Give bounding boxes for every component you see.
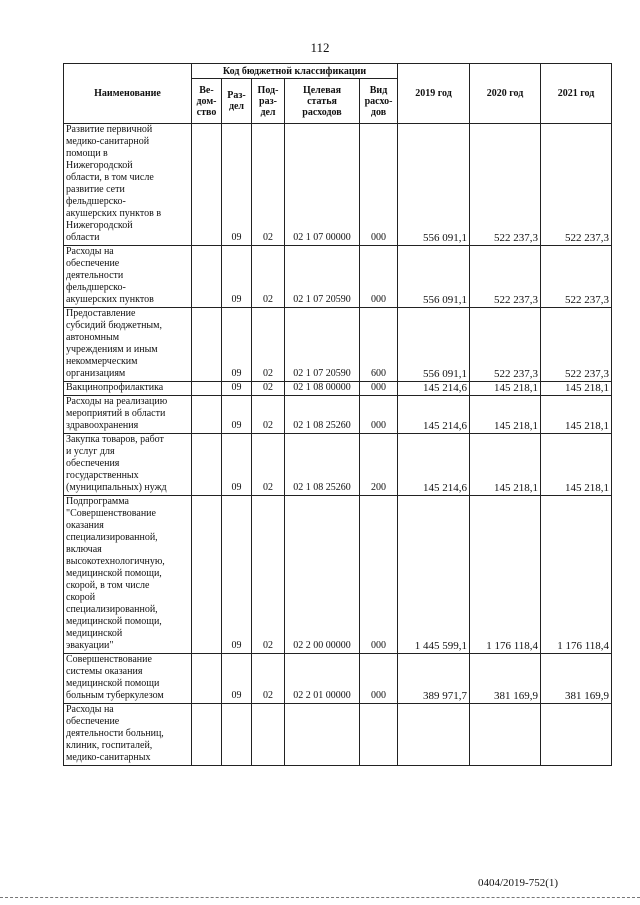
header-2019: 2019 год	[398, 64, 470, 124]
cell-podrazdel: 02	[252, 396, 285, 434]
cell-2019	[398, 704, 470, 766]
cell-razdel: 09	[222, 382, 252, 396]
header-2021: 2021 год	[541, 64, 612, 124]
cell-2019: 145 214,6	[398, 382, 470, 396]
cell-2021: 381 169,9	[541, 654, 612, 704]
cell-vedomstvo	[192, 124, 222, 246]
cell-target: 02 1 08 25260	[285, 396, 360, 434]
cell-vid: 600	[360, 308, 398, 382]
table-row	[64, 382, 612, 396]
cell-2020: 145 218,1	[470, 434, 541, 496]
cell-target: 02 1 08 25260	[285, 434, 360, 496]
cell-podrazdel	[252, 704, 285, 766]
page-number: 112	[310, 40, 330, 55]
cell-2020: 145 218,1	[470, 396, 541, 434]
cell-2021: 145 218,1	[541, 382, 612, 396]
cell-2021: 522 237,3	[541, 308, 612, 382]
cell-name: Предоставление субсидий бюджетным, автономным учреждениям и иным некоммерческим организациям	[64, 308, 192, 382]
cell-2021: 522 237,3	[541, 246, 612, 308]
cell-razdel: 09	[222, 308, 252, 382]
table-row	[64, 434, 612, 496]
cell-target: 02 2 00 00000	[285, 496, 360, 654]
cell-razdel: 09	[222, 654, 252, 704]
cell-podrazdel: 02	[252, 654, 285, 704]
cell-2019: 556 091,1	[398, 308, 470, 382]
cell-2020: 522 237,3	[470, 246, 541, 308]
header-podrazdel: Под- раз- дел	[252, 79, 285, 124]
table-row	[64, 308, 612, 382]
table-row	[64, 246, 612, 308]
table-body	[64, 124, 612, 766]
cell-2020: 381 169,9	[470, 654, 541, 704]
cell-2020: 522 237,3	[470, 308, 541, 382]
table-row	[64, 496, 612, 654]
cell-target: 02 1 07 20590	[285, 246, 360, 308]
cell-vedomstvo	[192, 308, 222, 382]
cell-razdel: 09	[222, 246, 252, 308]
budget-table	[63, 63, 612, 766]
cell-vid	[360, 704, 398, 766]
cell-razdel: 09	[222, 396, 252, 434]
cell-podrazdel: 02	[252, 308, 285, 382]
cell-podrazdel: 02	[252, 246, 285, 308]
cell-name: Расходы на обеспечение деятельности больниц, клиник, госпиталей, медико-санитарных	[64, 704, 192, 766]
cell-vid: 000	[360, 396, 398, 434]
cell-name: Расходы на реализацию мероприятий в области здравоохранения	[64, 396, 192, 434]
table-row	[64, 704, 612, 766]
cell-target	[285, 704, 360, 766]
table-row	[64, 396, 612, 434]
cell-razdel: 09	[222, 124, 252, 246]
cell-2020: 1 176 118,4	[470, 496, 541, 654]
header-vedomstvo: Ве- дом- ство	[192, 79, 222, 124]
document-code: 0404/2019-752(1)	[478, 877, 559, 889]
cell-vid: 000	[360, 124, 398, 246]
cell-vid: 200	[360, 434, 398, 496]
cell-vid: 000	[360, 654, 398, 704]
header-2020: 2020 год	[470, 64, 541, 124]
cell-podrazdel: 02	[252, 434, 285, 496]
cell-2021	[541, 704, 612, 766]
cell-name: Вакцинопрофилактика	[64, 382, 192, 396]
cell-vedomstvo	[192, 654, 222, 704]
header-target: Целевая статья расходов	[285, 79, 360, 124]
header-razdel: Раз- дел	[222, 79, 252, 124]
cell-vedomstvo	[192, 382, 222, 396]
cell-2019: 145 214,6	[398, 434, 470, 496]
bottom-divider	[0, 897, 640, 898]
cell-podrazdel: 02	[252, 496, 285, 654]
cell-name: Совершенствование системы оказания медицинской помощи больным туберкулезом	[64, 654, 192, 704]
cell-2019: 145 214,6	[398, 396, 470, 434]
header-vid: Вид расхо- дов	[360, 79, 398, 124]
header-name: Наименование	[64, 64, 192, 124]
cell-2021: 145 218,1	[541, 434, 612, 496]
cell-name: Развитие первичной медико-санитарной помощи в Нижегородской области, в том числе развитие сети фельдшерско- акушерских пунктов в Нижегородской области	[64, 124, 192, 246]
cell-name: Закупка товаров, работ и услуг для обеспечения государственных (муниципальных) нужд	[64, 434, 192, 496]
table-row	[64, 654, 612, 704]
cell-2021: 522 237,3	[541, 124, 612, 246]
cell-2020	[470, 704, 541, 766]
cell-podrazdel: 02	[252, 124, 285, 246]
cell-vedomstvo	[192, 704, 222, 766]
cell-podrazdel: 02	[252, 382, 285, 396]
cell-2019: 389 971,7	[398, 654, 470, 704]
cell-vedomstvo	[192, 396, 222, 434]
cell-vid: 000	[360, 382, 398, 396]
cell-2021: 1 176 118,4	[541, 496, 612, 654]
cell-razdel: 09	[222, 496, 252, 654]
cell-2020: 522 237,3	[470, 124, 541, 246]
cell-2019: 556 091,1	[398, 246, 470, 308]
table-row	[64, 124, 612, 246]
cell-name: Расходы на обеспечение деятельности фельдшерско- акушерских пунктов	[64, 246, 192, 308]
cell-vid: 000	[360, 246, 398, 308]
cell-2021: 145 218,1	[541, 396, 612, 434]
header-budget-code: Код бюджетной классификации	[192, 64, 398, 79]
cell-2019: 1 445 599,1	[398, 496, 470, 654]
cell-razdel: 09	[222, 434, 252, 496]
cell-target: 02 1 07 00000	[285, 124, 360, 246]
cell-vid: 000	[360, 496, 398, 654]
cell-vedomstvo	[192, 496, 222, 654]
cell-name: Подпрограмма "Совершенствование оказания специализированной, включая высокотехнологичную, медицинской помощи, скорой, в том числе скорой специализированной, медицинской помощи, медицинской эвакуации"	[64, 496, 192, 654]
cell-vedomstvo	[192, 246, 222, 308]
cell-vedomstvo	[192, 434, 222, 496]
cell-2019: 556 091,1	[398, 124, 470, 246]
cell-target: 02 1 07 20590	[285, 308, 360, 382]
cell-target: 02 1 08 00000	[285, 382, 360, 396]
cell-2020: 145 218,1	[470, 382, 541, 396]
cell-target: 02 2 01 00000	[285, 654, 360, 704]
cell-razdel	[222, 704, 252, 766]
